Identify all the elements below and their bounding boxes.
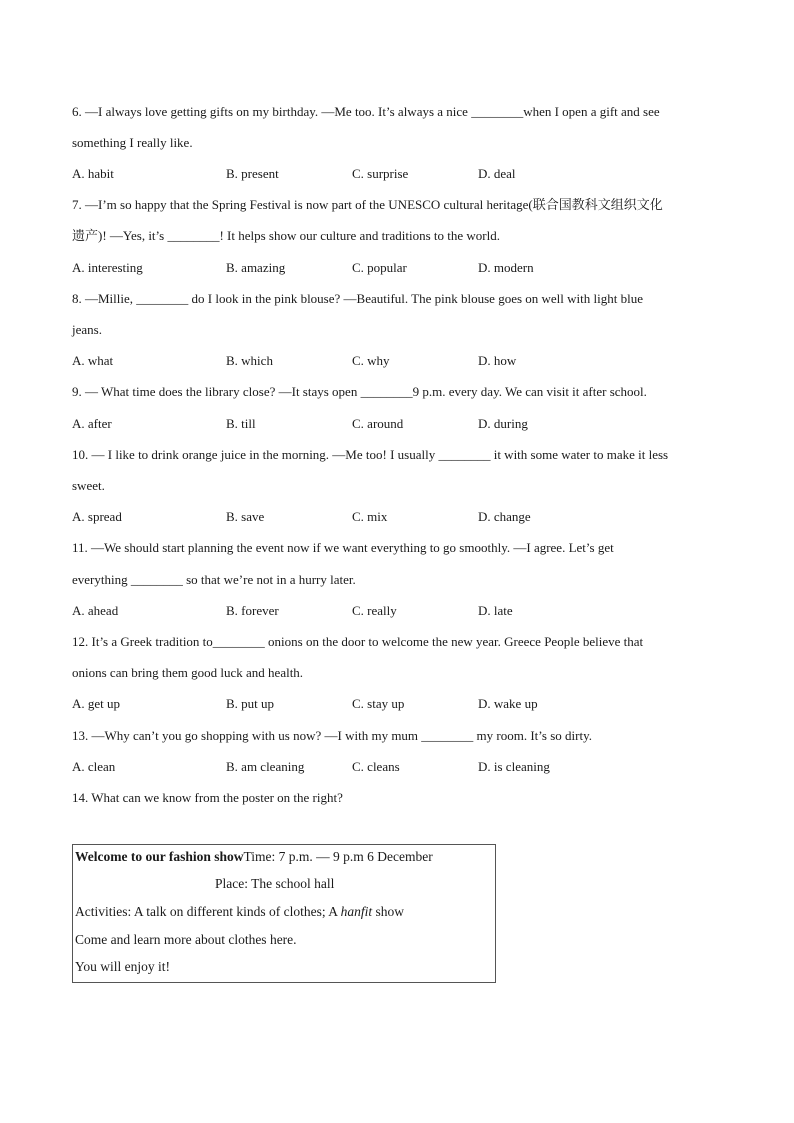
question-6-line-2: something I really like. <box>72 135 193 150</box>
poster-title: Welcome to our fashion show <box>75 849 244 864</box>
question-8-options <box>72 352 632 370</box>
question-10-line-1: 10. — I like to drink orange juice in the morning. —Me too! I usually ________ it with some water to make it less <box>72 447 669 462</box>
option-c[interactable]: C. popular <box>352 260 407 275</box>
option-b[interactable]: B. till <box>226 416 256 431</box>
question-13-options <box>72 758 632 776</box>
question-11-line-1: 11. —We should start planning the event now if we want everything to go smoothly. —I agree. Let’s get <box>72 540 614 555</box>
option-d[interactable]: D. deal <box>478 166 516 181</box>
question-14-line-1: 14. What can we know from the poster on the right? <box>72 790 343 805</box>
option-b[interactable]: B. put up <box>226 696 275 711</box>
option-b[interactable]: B. present <box>226 166 279 181</box>
option-b[interactable]: B. save <box>226 509 265 524</box>
poster-time: Time: 7 p.m. — 9 p.m 6 December <box>243 849 433 864</box>
question-8-line-1: 8. —Millie, ________ do I look in the pink blouse? —Beautiful. The pink blouse goes on well with light blue <box>72 291 643 306</box>
option-b[interactable]: B. am cleaning <box>226 759 305 774</box>
option-a[interactable]: A. ahead <box>72 603 119 618</box>
question-8-line-2: jeans. <box>72 322 102 337</box>
option-d[interactable]: D. late <box>478 603 513 618</box>
option-c[interactable]: C. really <box>352 603 397 618</box>
question-9-line-1: 9. — What time does the library close? —It stays open ________9 p.m. every day. We can visit it after school. <box>72 384 647 399</box>
poster-line-4: Come and learn more about clothes here. <box>75 932 297 947</box>
option-b[interactable]: B. which <box>226 353 273 368</box>
poster-line-5: You will enjoy it! <box>75 959 171 974</box>
option-c[interactable]: C. around <box>352 416 404 431</box>
option-a[interactable]: A. spread <box>72 509 122 524</box>
question-12-options <box>72 695 632 713</box>
question-9-options <box>72 415 632 433</box>
option-d[interactable]: D. how <box>478 353 517 368</box>
option-d[interactable]: D. wake up <box>478 696 538 711</box>
question-12-line-1: 12. It’s a Greek tradition to________ onions on the door to welcome the new year. Greece People believe that <box>72 634 644 649</box>
option-c[interactable]: C. cleans <box>352 759 400 774</box>
question-12-line-2: onions can bring them good luck and health. <box>72 665 304 680</box>
option-a[interactable]: A. interesting <box>72 260 143 275</box>
question-7-line-2: 遗产)! —Yes, it’s ________! It helps show our culture and traditions to the world. <box>72 228 500 243</box>
option-c[interactable]: C. mix <box>352 509 388 524</box>
option-c[interactable]: C. stay up <box>352 696 405 711</box>
question-7-options <box>72 259 632 277</box>
option-a[interactable]: A. clean <box>72 759 116 774</box>
option-c[interactable]: C. why <box>352 353 390 368</box>
question-11-options <box>72 602 632 620</box>
poster-place: Place: The school hall <box>215 876 335 891</box>
question-6-line-1: 6. —I always love getting gifts on my birthday. —Me too. It’s always a nice ________when I open a gift and see <box>72 104 660 119</box>
question-11-line-2: everything ________ so that we’re not in a hurry later. <box>72 572 356 587</box>
poster-activities-prefix: Activities: A talk on different kinds of clothes; A <box>75 904 341 919</box>
question-13-line-1: 13. —Why can’t you go shopping with us now? —I with my mum ________ my room. It’s so dirty. <box>72 728 592 743</box>
question-10-line-2: sweet. <box>72 478 105 493</box>
fashion-show-poster <box>72 844 496 983</box>
option-b[interactable]: B. forever <box>226 603 279 618</box>
option-a[interactable]: A. after <box>72 416 112 431</box>
question-6-options <box>72 165 632 183</box>
option-b[interactable]: B. amazing <box>226 260 286 275</box>
option-d[interactable]: D. modern <box>478 260 534 275</box>
option-d[interactable]: D. during <box>478 416 528 431</box>
option-c[interactable]: C. surprise <box>352 166 409 181</box>
poster-activities-italic: hanfit <box>340 904 373 919</box>
option-a[interactable]: A. habit <box>72 166 114 181</box>
poster-activities <box>75 903 404 921</box>
poster-activities-suffix: show <box>372 904 405 919</box>
option-a[interactable]: A. what <box>72 353 114 368</box>
option-a[interactable]: A. get up <box>72 696 121 711</box>
option-d[interactable]: D. is cleaning <box>478 759 550 774</box>
question-7-line-1: 7. —I’m so happy that the Spring Festival is now part of the UNESCO cultural heritage(联合国教科文组织文化 <box>72 197 663 212</box>
option-d[interactable]: D. change <box>478 509 531 524</box>
poster-line-1 <box>75 848 433 866</box>
question-10-options <box>72 508 632 526</box>
